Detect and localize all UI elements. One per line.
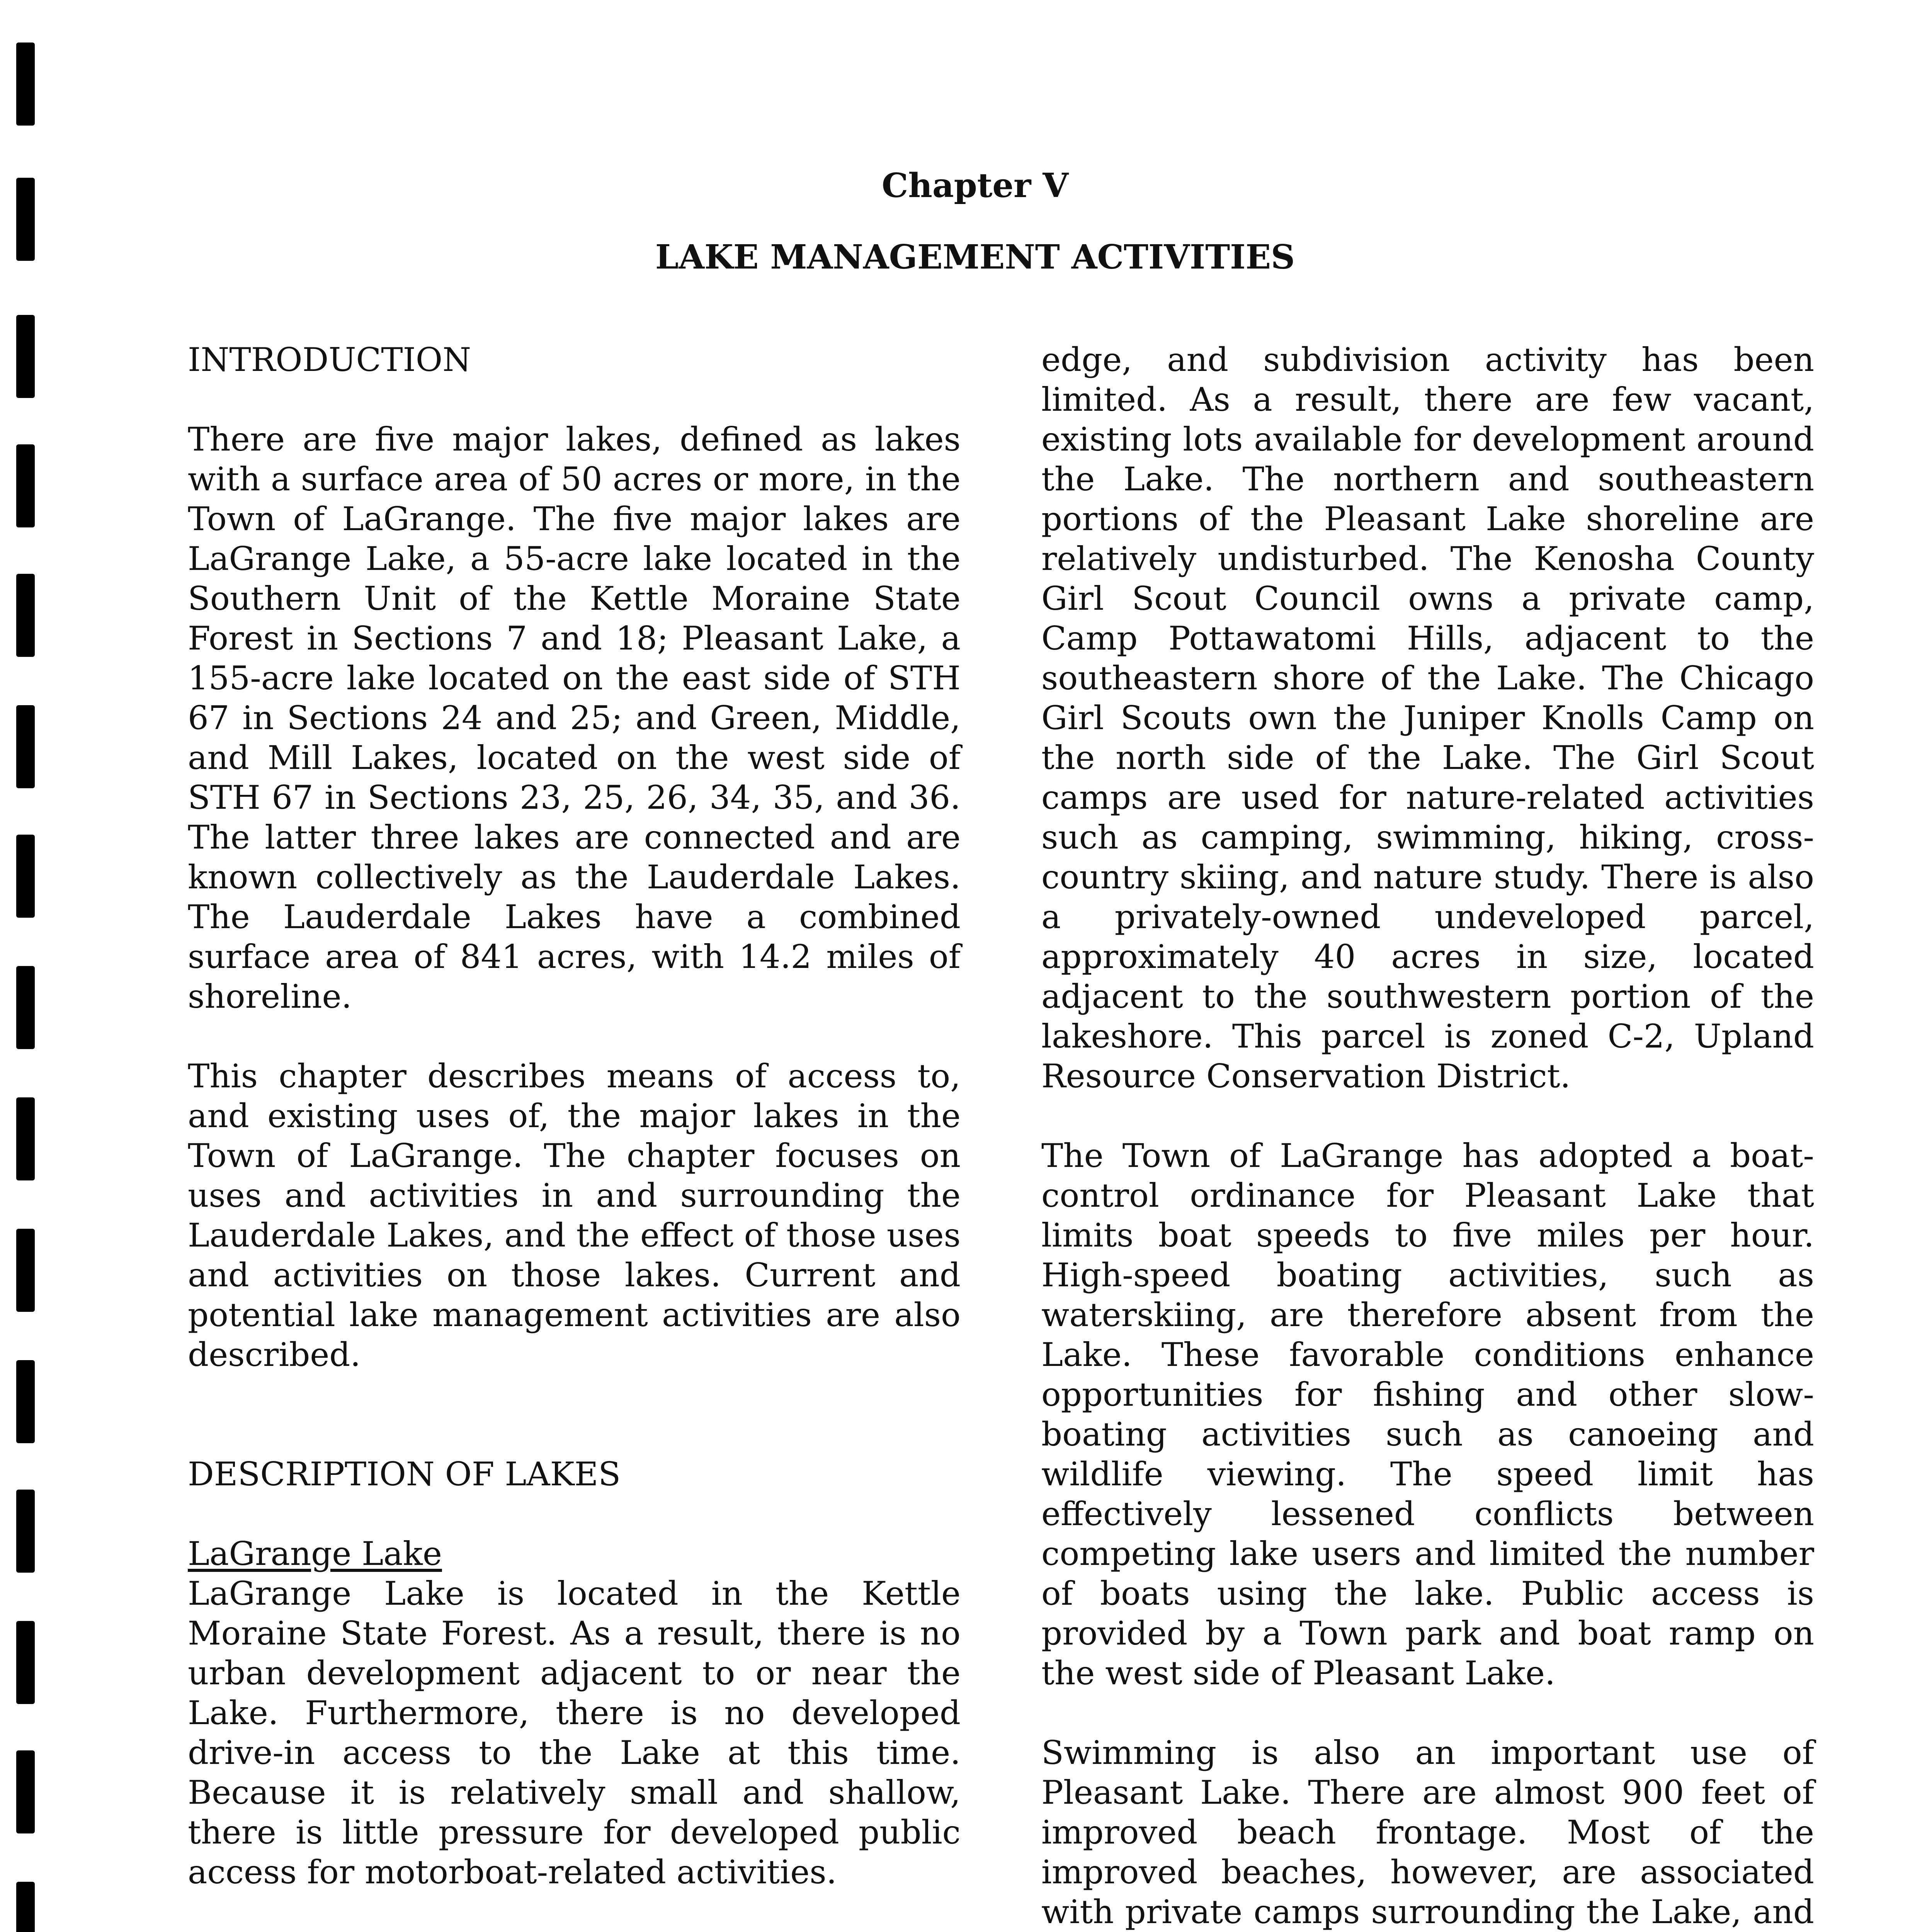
binding-hole — [16, 43, 35, 126]
binding-hole — [16, 835, 35, 918]
chapter-title: LAKE MANAGEMENT ACTIVITIES — [655, 238, 1295, 277]
binding-hole — [16, 574, 35, 657]
intro-paragraph-1: There are five major lakes, defined as lakes with a surface area of 50 acres or more, in the Town of LaGrange. The five major lakes are LaGrange Lake, a 55-acre lake located in the Southern Unit of the Kettle Moraine State Forest in Sections 7 and 18; Pleasant Lake, a 155-acre lake located on the east side of STH 67 in Sections 24 and 25; and Green, Middle, and Mill Lakes, located on the west side of STH 67 in Sections 23, 25, 26, 34, 35, and 36. The latter three lakes are connected and are known collectively as the Lauderdale Lakes. The Lauderdale Lakes have a combined surface area of 841 acres, with 14.2 miles of shoreline. — [188, 420, 961, 1015]
binding-hole — [16, 1621, 35, 1704]
pleasant-paragraph-2: The Town of LaGrange has adopted a boat-control ordinance for Pleasant Lake that limits boat speeds to five miles per hour. High-speed boating activities, such as waterskiing, are therefore absent from the Lake. These favorable conditions enhance opportunities for fishing and other slow-boating activities such as canoeing and wildlife viewing. The speed limit has effectively lessened conflicts between competing lake users and limited the number of boats using the lake. Public access is provided by a Town park and boat ramp on the west side of Pleasant Lake. — [1041, 1137, 1814, 1692]
lagrange-lake-heading: LaGrange Lake — [188, 1535, 442, 1573]
pleasant-paragraph-3: Swimming is also an important use of Pleasant Lake. There are almost 900 feet of improved beach frontage. Most of the improved beaches, however, are associated with private camps surrounding the Lake, and — [1041, 1734, 1814, 1931]
intro-paragraph-2: This chapter describes means of access to, and existing uses of, the major lakes in the Town of LaGrange. The chapter focuses on uses and activities in and surrounding the Lauderdale Lakes, and the effect of those uses and activities on those lakes. Current and potential lake management activities are also described. — [188, 1057, 961, 1374]
chapter-label: Chapter V — [881, 166, 1069, 205]
binding-hole — [16, 1097, 35, 1180]
binding-hole — [16, 966, 35, 1049]
binding-hole — [16, 705, 35, 788]
left-column — [188, 340, 961, 1932]
binding-hole — [16, 1882, 35, 1932]
right-column — [1041, 340, 1814, 1932]
description-heading: DESCRIPTION OF LAKES — [188, 1455, 621, 1493]
binding-hole — [16, 315, 35, 398]
binding-hole — [16, 1750, 35, 1833]
binding-hole — [16, 1360, 35, 1443]
binding-hole — [16, 1229, 35, 1312]
binding-hole — [16, 1490, 35, 1573]
introduction-heading: INTRODUCTION — [188, 341, 471, 379]
pleasant-paragraph-1-continued: edge, and subdivision activity has been limited. As a result, there are few vacant, existing lots available for development around the Lake. The northern and southeastern portions of the Pleasant Lake shoreline are relatively undisturbed. The Kenosha County Girl Scout Council owns a private camp, Camp Pottawatomi Hills, adjacent to the southeastern shore of the Lake. The Chicago Girl Scouts own the Juniper Knolls Camp on the north side of the Lake. The Girl Scout camps are used for nature-related activities such as camping, swimming, hiking, cross-country skiing, and nature study. There is also a privately-owned undeveloped parcel, approximately 40 acres in size, located adjacent to the southwestern portion of the lakeshore. This parcel is zoned C-2, Upland Resource Conservation District. — [1041, 341, 1814, 1095]
lagrange-paragraph-1: LaGrange Lake is located in the Kettle Moraine State Forest. As a result, there is no urban development adjacent to or near the Lake. Furthermore, there is no developed drive-in access to the Lake at this time. Because it is relatively small and shallow, there is little pressure for developed public access for motorboat-related activities. — [188, 1575, 961, 1891]
binding-hole — [16, 444, 35, 527]
